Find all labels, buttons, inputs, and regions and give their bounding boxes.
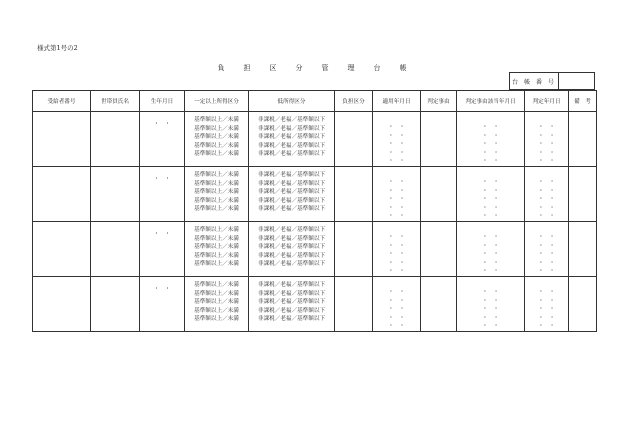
- low-income-option: 非課税／老福／基準額以下: [257, 261, 326, 268]
- table-row: [33, 222, 597, 277]
- recipient-number-cell[interactable]: [33, 222, 91, 277]
- reason-date-cell[interactable]: [457, 277, 525, 332]
- reason-date-dots: ・ ・ ・ ・ ・ ・ ・ ・ ・ ・: [482, 124, 499, 165]
- income-class-option: 基準額以上／未満: [194, 299, 239, 306]
- page-title: 負 担 区 分 管 理 台 帳: [217, 64, 413, 72]
- low-income-class-cell[interactable]: [249, 112, 335, 167]
- applied-date-dots: ・ ・ ・ ・ ・ ・ ・ ・ ・ ・: [388, 124, 405, 165]
- table-row: [33, 167, 597, 222]
- remarks-cell[interactable]: [569, 222, 597, 277]
- applied-date-dots: ・ ・ ・ ・ ・ ・ ・ ・ ・ ・: [388, 234, 405, 275]
- judgment-date-cell[interactable]: [525, 167, 569, 222]
- remarks-cell[interactable]: [569, 112, 597, 167]
- birth-date-cell[interactable]: [140, 167, 185, 222]
- judgment-date-cell[interactable]: [525, 112, 569, 167]
- income-class-option: 基準額以上／未満: [194, 180, 239, 187]
- applied-date-cell[interactable]: [373, 277, 421, 332]
- reason-date-cell[interactable]: [457, 167, 525, 222]
- reason-date-dots: ・ ・ ・ ・ ・ ・ ・ ・ ・ ・: [482, 289, 499, 330]
- income-class-option: 基準額以上／未満: [194, 142, 239, 149]
- col-reason: 判定事由: [421, 91, 457, 112]
- col-judgment-date: 判定年月日: [525, 91, 569, 112]
- low-income-option: 非課税／老福／基準額以下: [257, 180, 326, 187]
- low-income-option: 非課税／老福／基準額以下: [257, 299, 326, 306]
- low-income-option: 非課税／老福／基準額以下: [257, 189, 326, 196]
- low-income-class-cell[interactable]: [249, 222, 335, 277]
- income-class-option: 基準額以上／未満: [194, 316, 239, 323]
- low-income-option: 非課税／老福／基準額以下: [257, 206, 326, 213]
- form-number: 様式第1号の2: [37, 44, 78, 52]
- income-class-option: 基準額以上／未満: [194, 151, 239, 158]
- applied-date-cell[interactable]: [373, 167, 421, 222]
- col-income-class: 一定以上所得区分: [185, 91, 249, 112]
- low-income-option: 非課税／老福／基準額以下: [257, 134, 326, 141]
- col-birth-date: 生年月日: [140, 91, 185, 112]
- header-row: [33, 91, 597, 112]
- low-income-option: 非課税／老福／基準額以下: [257, 197, 326, 204]
- ledger-number-label: 台 帳 番 号: [510, 73, 559, 89]
- income-class-option: 基準額以上／未満: [194, 282, 239, 288]
- low-income-option: 非課税／老福／基準額以下: [257, 125, 326, 132]
- low-income-option: 非課税／老福／基準額以下: [257, 290, 326, 297]
- burden-class-cell[interactable]: [335, 112, 373, 167]
- birth-date-dots: ・ ・: [153, 286, 171, 292]
- birth-date-dots: ・ ・: [153, 231, 171, 237]
- burden-class-cell[interactable]: [335, 222, 373, 277]
- birth-date-dots: ・ ・: [153, 176, 171, 182]
- income-class-option: 基準額以上／未満: [194, 252, 239, 259]
- member-name-cell[interactable]: [91, 112, 140, 167]
- col-household-member-name: 世帯員氏名: [91, 91, 140, 112]
- col-low-income-class: 低所得区分: [249, 91, 335, 112]
- applied-date-dots: ・ ・ ・ ・ ・ ・ ・ ・ ・ ・: [388, 289, 405, 330]
- birth-date-cell[interactable]: [140, 277, 185, 332]
- low-income-option: 非課税／老福／基準額以下: [257, 117, 326, 123]
- recipient-number-cell[interactable]: [33, 112, 91, 167]
- recipient-number-cell[interactable]: [33, 167, 91, 222]
- low-income-option: 非課税／老福／基準額以下: [257, 244, 326, 251]
- reason-cell[interactable]: [421, 277, 457, 332]
- col-remarks: 備 考: [569, 91, 597, 112]
- reason-date-cell[interactable]: [457, 112, 525, 167]
- applied-date-cell[interactable]: [373, 112, 421, 167]
- income-class-cell[interactable]: [185, 167, 249, 222]
- judgment-date-cell[interactable]: [525, 277, 569, 332]
- reason-cell[interactable]: [421, 222, 457, 277]
- low-income-option: 非課税／老福／基準額以下: [257, 235, 326, 242]
- member-name-cell[interactable]: [91, 167, 140, 222]
- income-class-cell[interactable]: [185, 222, 249, 277]
- ledger-number-box: [509, 72, 595, 90]
- low-income-option: 非課税／老福／基準額以下: [257, 151, 326, 158]
- income-class-cell[interactable]: [185, 277, 249, 332]
- low-income-class-cell[interactable]: [249, 167, 335, 222]
- col-recipient-number: 受給者番号: [33, 91, 91, 112]
- income-class-option: 基準額以上／未満: [194, 172, 239, 178]
- reason-cell[interactable]: [421, 112, 457, 167]
- low-income-option: 非課税／老福／基準額以下: [257, 227, 326, 233]
- low-income-option: 非課税／老福／基準額以下: [257, 172, 326, 178]
- applied-date-cell[interactable]: [373, 222, 421, 277]
- income-class-option: 基準額以上／未満: [194, 125, 239, 132]
- judgment-date-dots: ・ ・ ・ ・ ・ ・ ・ ・ ・ ・: [538, 124, 555, 165]
- reason-cell[interactable]: [421, 167, 457, 222]
- remarks-cell[interactable]: [569, 277, 597, 332]
- judgment-date-dots: ・ ・ ・ ・ ・ ・ ・ ・ ・ ・: [538, 289, 555, 330]
- income-class-option: 基準額以上／未満: [194, 261, 239, 268]
- low-income-option: 非課税／老福／基準額以下: [257, 316, 326, 323]
- table-row: [33, 112, 597, 167]
- income-class-option: 基準額以上／未満: [194, 227, 239, 233]
- birth-date-cell[interactable]: [140, 112, 185, 167]
- ledger-number-field[interactable]: [559, 73, 595, 89]
- income-class-option: 基準額以上／未満: [194, 244, 239, 251]
- income-class-option: 基準額以上／未満: [194, 235, 239, 242]
- low-income-class-cell[interactable]: [249, 277, 335, 332]
- income-class-option: 基準額以上／未満: [194, 197, 239, 204]
- judgment-date-dots: ・ ・ ・ ・ ・ ・ ・ ・ ・ ・: [538, 179, 555, 220]
- income-class-option: 基準額以上／未満: [194, 290, 239, 297]
- reason-date-cell[interactable]: [457, 222, 525, 277]
- judgment-date-dots: ・ ・ ・ ・ ・ ・ ・ ・ ・ ・: [538, 234, 555, 275]
- table-row: [33, 277, 597, 332]
- col-burden-class: 負担区分: [335, 91, 373, 112]
- ledger-table: [32, 90, 597, 332]
- low-income-option: 非課税／老福／基準額以下: [257, 307, 326, 314]
- income-class-option: 基準額以上／未満: [194, 307, 239, 314]
- reason-date-dots: ・ ・ ・ ・ ・ ・ ・ ・ ・ ・: [482, 179, 499, 220]
- applied-date-dots: ・ ・ ・ ・ ・ ・ ・ ・ ・ ・: [388, 179, 405, 220]
- col-applied-date: 適用年月日: [373, 91, 421, 112]
- remarks-cell[interactable]: [569, 167, 597, 222]
- burden-class-cell[interactable]: [335, 277, 373, 332]
- birth-date-dots: ・ ・: [153, 121, 171, 127]
- member-name-cell[interactable]: [91, 277, 140, 332]
- reason-date-dots: ・ ・ ・ ・ ・ ・ ・ ・ ・ ・: [482, 234, 499, 275]
- low-income-option: 非課税／老福／基準額以下: [257, 282, 326, 288]
- col-reason-date: 判定事由該当年月日: [457, 91, 525, 112]
- member-name-cell[interactable]: [91, 222, 140, 277]
- judgment-date-cell[interactable]: [525, 222, 569, 277]
- income-class-option: 基準額以上／未満: [194, 117, 239, 123]
- income-class-option: 基準額以上／未満: [194, 134, 239, 141]
- recipient-number-cell[interactable]: [33, 277, 91, 332]
- burden-class-cell[interactable]: [335, 167, 373, 222]
- low-income-option: 非課税／老福／基準額以下: [257, 142, 326, 149]
- income-class-option: 基準額以上／未満: [194, 206, 239, 213]
- income-class-cell[interactable]: [185, 112, 249, 167]
- low-income-option: 非課税／老福／基準額以下: [257, 252, 326, 259]
- income-class-option: 基準額以上／未満: [194, 189, 239, 196]
- birth-date-cell[interactable]: [140, 222, 185, 277]
